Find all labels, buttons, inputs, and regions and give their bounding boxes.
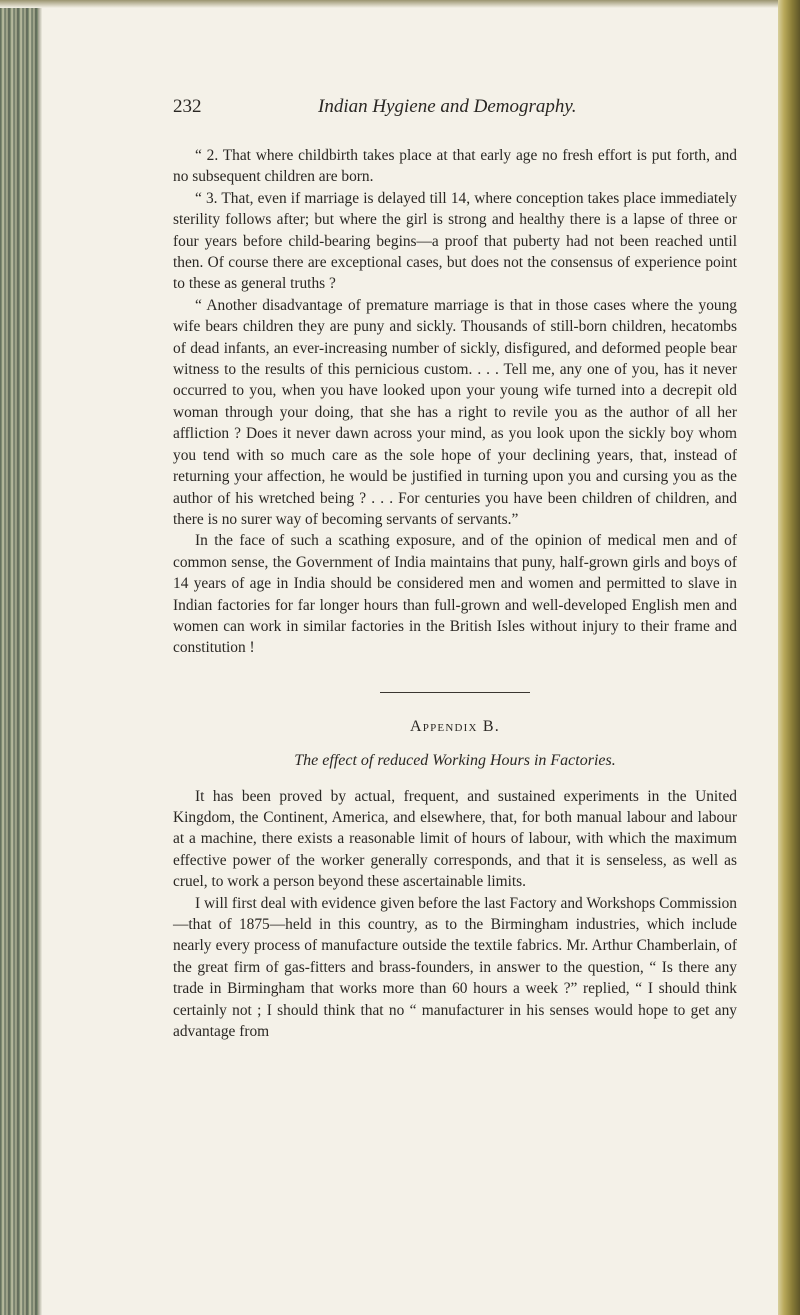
paragraph: It has been proved by actual, frequent, and sustained experiments in the United Kingdom, the Continent, America, and elsewhere, that, for both manual labour and labour at a machine, there exists a reasonable limit of hours of labour, with which the maximum effective power of the worker generally corresponds, and that it is senseless, as well as cruel, to work a person beyond these ascertainable limits. xyxy=(173,787,737,891)
running-title: Indian Hygiene and Demography. xyxy=(318,96,577,117)
paragraph: I will first deal with evidence given before the last Factory and Workshops Commission—that of 1875—held in this country, as to the Birmingham industries, which include nearly every process of manufacture outside the textile fabrics. Mr. Arthur Chamberlain, of the great firm of gas-fitters and brass-founders, in answer to the question, “ Is there any trade in Birmingham that works more than 60 hours a week ?” replied, “ I should think certainly not ; I should think that no “ manufacturer in his senses would hope to get any advantage from xyxy=(173,894,737,1041)
page-top-edge xyxy=(0,0,800,8)
page-body xyxy=(173,145,737,1042)
paragraph: In the face of such a scathing exposure, and of the opinion of medical men and of common sense, the Government of India maintains that puny, half-grown girls and boys of 14 years of age in India should be considered men and women and permitted to slave in Indian factories for far longer hours than full-grown and well-developed English men and women can work in similar factories in the British Isles without injury to their frame and constitution ! xyxy=(173,532,737,657)
paragraph: “ 3. That, even if marriage is delayed till 14, where conception takes place immediately sterility follows after; but where the girl is strong and healthy there is a lapse of three or four years before child-bearing begins—a proof that puberty had not been reached until then. Of course there are exceptional cases, but does not the consensus of experience point to these as general truths ? xyxy=(173,189,737,293)
paragraph: “ 2. That where childbirth takes place at that early age no fresh effort is put forth, and no subsequent children are born. xyxy=(173,147,737,186)
appendix-subtitle: The effect of reduced Working Hours in Factories. xyxy=(294,752,616,770)
section-divider xyxy=(380,692,530,693)
page-right-edge xyxy=(778,0,800,1315)
page-number: 232 xyxy=(173,96,202,117)
appendix-heading: Appendix B. xyxy=(410,717,500,735)
book-binding-edge xyxy=(0,0,38,1315)
page-header xyxy=(173,96,733,122)
paragraph: “ Another disadvantage of premature marriage is that in those cases where the young wife bears children they are puny and sickly. Thousands of still-born children, hecatombs of dead infants, an ever-increasing number of sickly, disfigured, and deformed people bear witness to the results of this pernicious custom. . . . Tell me, any one of you, has it never occurred to you, when you have looked upon your young wife turned into a decrepit old woman through your doing, that she has a right to revile you as the author of all her affliction ? Does it never dawn across your mind, as you look upon the sickly boy whom you tend with so much care as the sole hope of your declining years, that, instead of returning your affection, he would be justified in turning upon you and cursing you as the author of his wretched being ? . . . For centuries you have been children of children, and there is no surer way of becoming servants of servants.” xyxy=(173,296,737,528)
